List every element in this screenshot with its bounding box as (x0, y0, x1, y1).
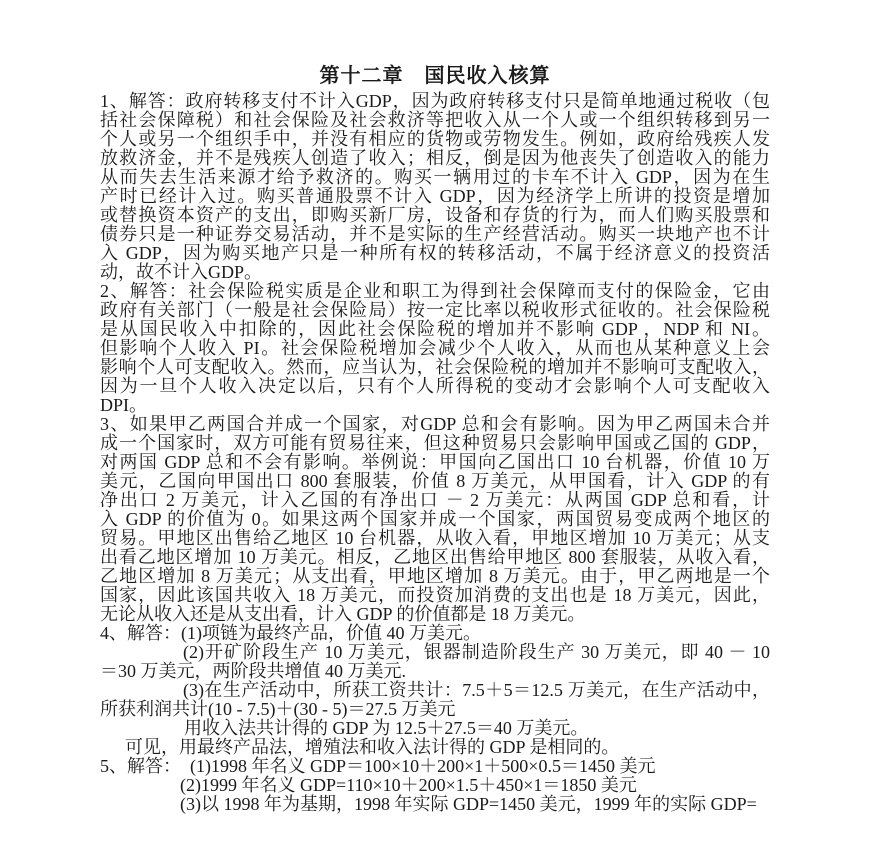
text-line: 入 GDP 的价值为 0。如果这两个国家并成一个国家，两国贸易变成两个地区的 (100, 509, 770, 529)
text-line: 政府有关部门（一般是社会保险局）按一定比率以税收形式征收的。社会保险税 (100, 300, 770, 320)
text-line: 放救济金，并不是残疾人创造了收入；相反，倒是因为他丧失了创造收入的能力 (100, 148, 770, 168)
text-line: (3)在生产活动中，所获工资共计：7.5＋5＝12.5 万美元，在生产活动中， (183, 680, 770, 700)
text-line: 1、解答：政府转移支付不计入GDP，因为政府转移支付只是简单地通过税收（包 (100, 91, 770, 111)
text-line: 从而失去生活来源才给予救济的。购买一辆用过的卡车不计入 GDP，因为在生 (100, 167, 770, 187)
text-line: 3、如果甲乙两国合并成一个国家，对GDP 总和会有影响。因为甲乙两国未合并 (100, 414, 770, 434)
text-line: (2)1999 年名义 GDP=110×10＋200×1.5＋450×1＝1850 美元 (180, 775, 637, 795)
text-line: 用收入法共计得的 GDP 为 12.5＋27.5＝40 万美元。 (184, 718, 589, 738)
page-content (100, 64, 770, 814)
text-line: 净出口 2 万美元，计入乙国的有净出口 － 2 万美元：从两国 GDP 总和看，计 (100, 490, 770, 510)
text-line: 5、解答： (1)1998 年名义 GDP＝100×10＋200×1＋500×0.5＝1450 美元 (100, 756, 656, 776)
text-line: 出看乙地区增加 10 万美元。相反，乙地区出售给甲地区 800 套服装，从收入看， (100, 547, 770, 567)
text-line: 对两国 GDP 总和不会有影响。举例说：甲国向乙国出口 10 台机器，价值 10 万 (100, 452, 770, 472)
text-line: 影响个人可支配收入。然而，应当认为，社会保险税的增加并不影响可支配收入， (100, 357, 770, 377)
text-line: ＝30 万美元，两阶段共增值 40 万美元. (100, 661, 406, 681)
text-line: 或替换资本资产的支出，即购买新厂房，设备和存货的行为，而人们购买股票和 (100, 205, 770, 225)
text-line: 4、解答：(1)项链为最终产品，价值 40 万美元。 (100, 623, 481, 643)
text-line: 但影响个人收入 PI。社会保险税增加会减少个人收入，从而也从某种意义上会 (100, 338, 770, 358)
text-line: (3)以 1998 年为基期，1998 年实际 GDP=1450 美元，1999 年的实际 GDP= (180, 794, 757, 814)
text-line: 无论从收入还是从支出看，计入 GDP 的价值都是 18 万美元。 (100, 604, 586, 624)
text-line: 括社会保障税）和社会保险及社会救济等把收入从一个人或一个组织转移到另一 (100, 110, 770, 130)
text-line: 成一个国家时，双方可能有贸易往来，但这种贸易只会影响甲国或乙国的 GDP， (100, 433, 770, 453)
chapter-title: 第十二章 国民收入核算 (319, 65, 551, 87)
text-line: 产时已经计入过。购买普通股票不计入 GDP，因为经济学上所讲的投资是增加 (100, 186, 770, 206)
text-line: 因为一旦个人收入决定以后，只有个人所得税的变动才会影响个人可支配收入 (100, 376, 770, 396)
text-line: 乙地区增加 8 万美元；从支出看，甲地区增加 8 万美元。由于，甲乙两地是一个 (100, 566, 770, 586)
text-line: 动，故不计入GDP。 (100, 262, 263, 282)
text-line: 可见，用最终产品法，增殖法和收入法计得的 GDP 是相同的。 (125, 737, 620, 757)
text-line: 个人或另一个组织手中，并没有相应的货物或劳物发生。例如，政府给残疾人发 (100, 129, 770, 149)
text-line: (2)开矿阶段生产 10 万美元，银器制造阶段生产 30 万美元，即 40 － 10 (183, 642, 770, 662)
text-line: 债券只是一种证券交易活动，并不是实际的生产经营活动。购买一块地产也不计 (100, 224, 770, 244)
document-body (100, 92, 770, 814)
text-line: 国家，因此该国共收入 18 万美元，而投资加消费的支出也是 18 万美元，因此， (100, 585, 770, 605)
text-line: 美元，乙国向甲国出口 800 套服装，价值 8 万美元，从甲国看，计入 GDP 的有 (100, 471, 770, 491)
text-line: 入 GDP，因为购买地产只是一种所有权的转移活动，不属于经济意义的投资活 (100, 243, 770, 263)
text-line: DPI。 (100, 395, 148, 415)
text-line: 是从国民收入中扣除的，因此社会保险税的增加并不影响 GDP ，NDP 和 NI。 (100, 319, 770, 339)
text-line: 2、解答：社会保险税实质是企业和职工为得到社会保障而支付的保险金，它由 (100, 281, 770, 301)
text-line: 所获利润共计(10 - 7.5)＋(30 - 5)＝27.5 万美元 (100, 699, 456, 719)
text-line: 贸易。甲地区出售给乙地区 10 台机器，从收入看，甲地区增加 10 万美元；从支 (100, 528, 770, 548)
